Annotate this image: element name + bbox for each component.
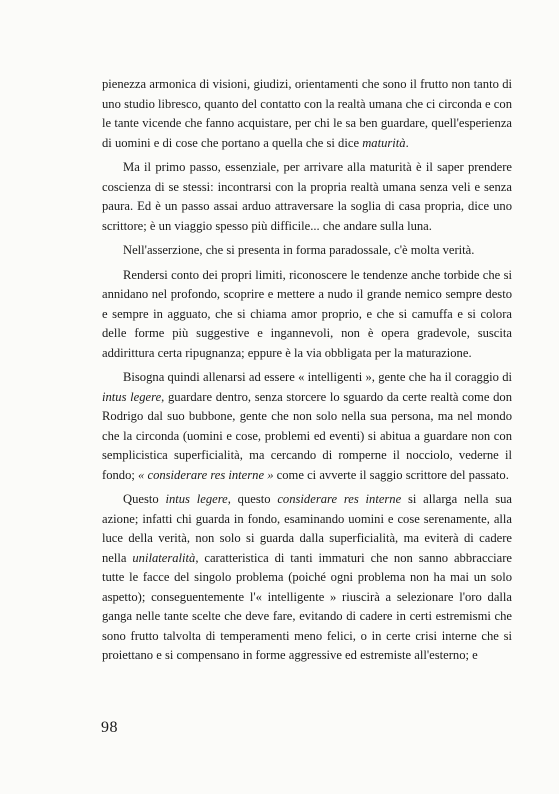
paragraph bbox=[102, 158, 512, 236]
page-number: 98 bbox=[101, 719, 118, 736]
text-run: Questo bbox=[123, 492, 166, 506]
text-run: Rendersi conto dei propri limiti, riconoscere le tendenze anche torbide che si annidano nel profondo, scoprire e mettere a nudo il grande nemico sempre desto e sempre in agguato, che si chiama amor proprio, e che si camuffa e si colora delle forme più suggestive e ingannevoli, non è opera gradevole, suscita addirittura certa ripugnanza; eppure è la via obbligata per la maturazione. bbox=[102, 267, 512, 360]
text-run: pienezza armonica di visioni, giudizi, orientamenti che sono il frutto non tanto di uno studio libresco, quanto del contatto con la realtà umana che ci circonda e con le tante vicende che fanno acquistare, per chi le sa ben guardare, quell'esperienza di uomini e di cose che portano a quella che si dice bbox=[102, 77, 512, 150]
text-run: Ma il primo passo, essenziale, per arrivare alla maturità è il saper prendere coscienza di se stessi: incontrarsi con la propria realtà umana senza veli e senza paura. Ed è un passo assai arduo attraversare la soglia di casa propria, dice uno scrittore; è un viaggio spesso più difficile... che andare sulla luna. bbox=[102, 160, 512, 233]
italic-text: « considerare res interne » bbox=[138, 467, 274, 482]
text-run: , caratteristica di tanti immaturi che non sanno abbracciare tutte le facce del singolo problema (poiché ogni problema non ha mai un solo aspetto); conseguentemente l'« intelligente » riuscirà a selezionare l'oro dalla ganga nelle tante scelte che deve fare, evitando di cadere in certi estremismi che sono frutto talvolta di temperamenti meno felici, o in certe crisi interne che si proiettano e si compensano in forme aggressive ed estremiste all'esterno; e bbox=[102, 550, 512, 662]
paragraph bbox=[102, 75, 512, 153]
text-run: Nell'asserzione, che si presenta in forma paradossale, c'è molta verità. bbox=[123, 243, 475, 257]
italic-text: intus legere bbox=[102, 389, 162, 404]
text-run: si allarga nella sua azione; infatti chi guarda in fondo, esaminando uomini e cose serenamente, alla luce della verità, non solo si guarda dalla superficialità, ma eviterà di cadere nella bbox=[102, 492, 513, 565]
paragraph bbox=[102, 490, 512, 666]
body-text bbox=[102, 75, 512, 671]
paragraph bbox=[102, 368, 512, 485]
italic-text: unilateralità bbox=[132, 550, 196, 565]
text-run: come ci avverte il saggio scrittore del passato. bbox=[273, 467, 509, 482]
text-run: Bisogna quindi allenarsi ad essere « intelligenti », gente che ha il coraggio di bbox=[123, 370, 512, 384]
paragraph bbox=[102, 266, 512, 364]
paragraph bbox=[102, 241, 512, 261]
italic-text: maturità bbox=[362, 135, 406, 150]
text-run: , guardare dentro, senza storcere lo sguardo da certe realtà come don Rodrigo dal suo bubbone, gente che non solo nella sua persona, ma nel mondo che la circonda (uomini e cose, problemi ed eventi) si abitua a guardare non con semplicistica superficialità, ma cercando di romperne il nocciolo, vederne il fondo; bbox=[102, 389, 512, 482]
italic-text: intus legere bbox=[165, 492, 228, 506]
italic-text: considerare res interne bbox=[277, 492, 402, 506]
text-run: , questo bbox=[227, 492, 278, 506]
text-run: . bbox=[405, 135, 409, 150]
